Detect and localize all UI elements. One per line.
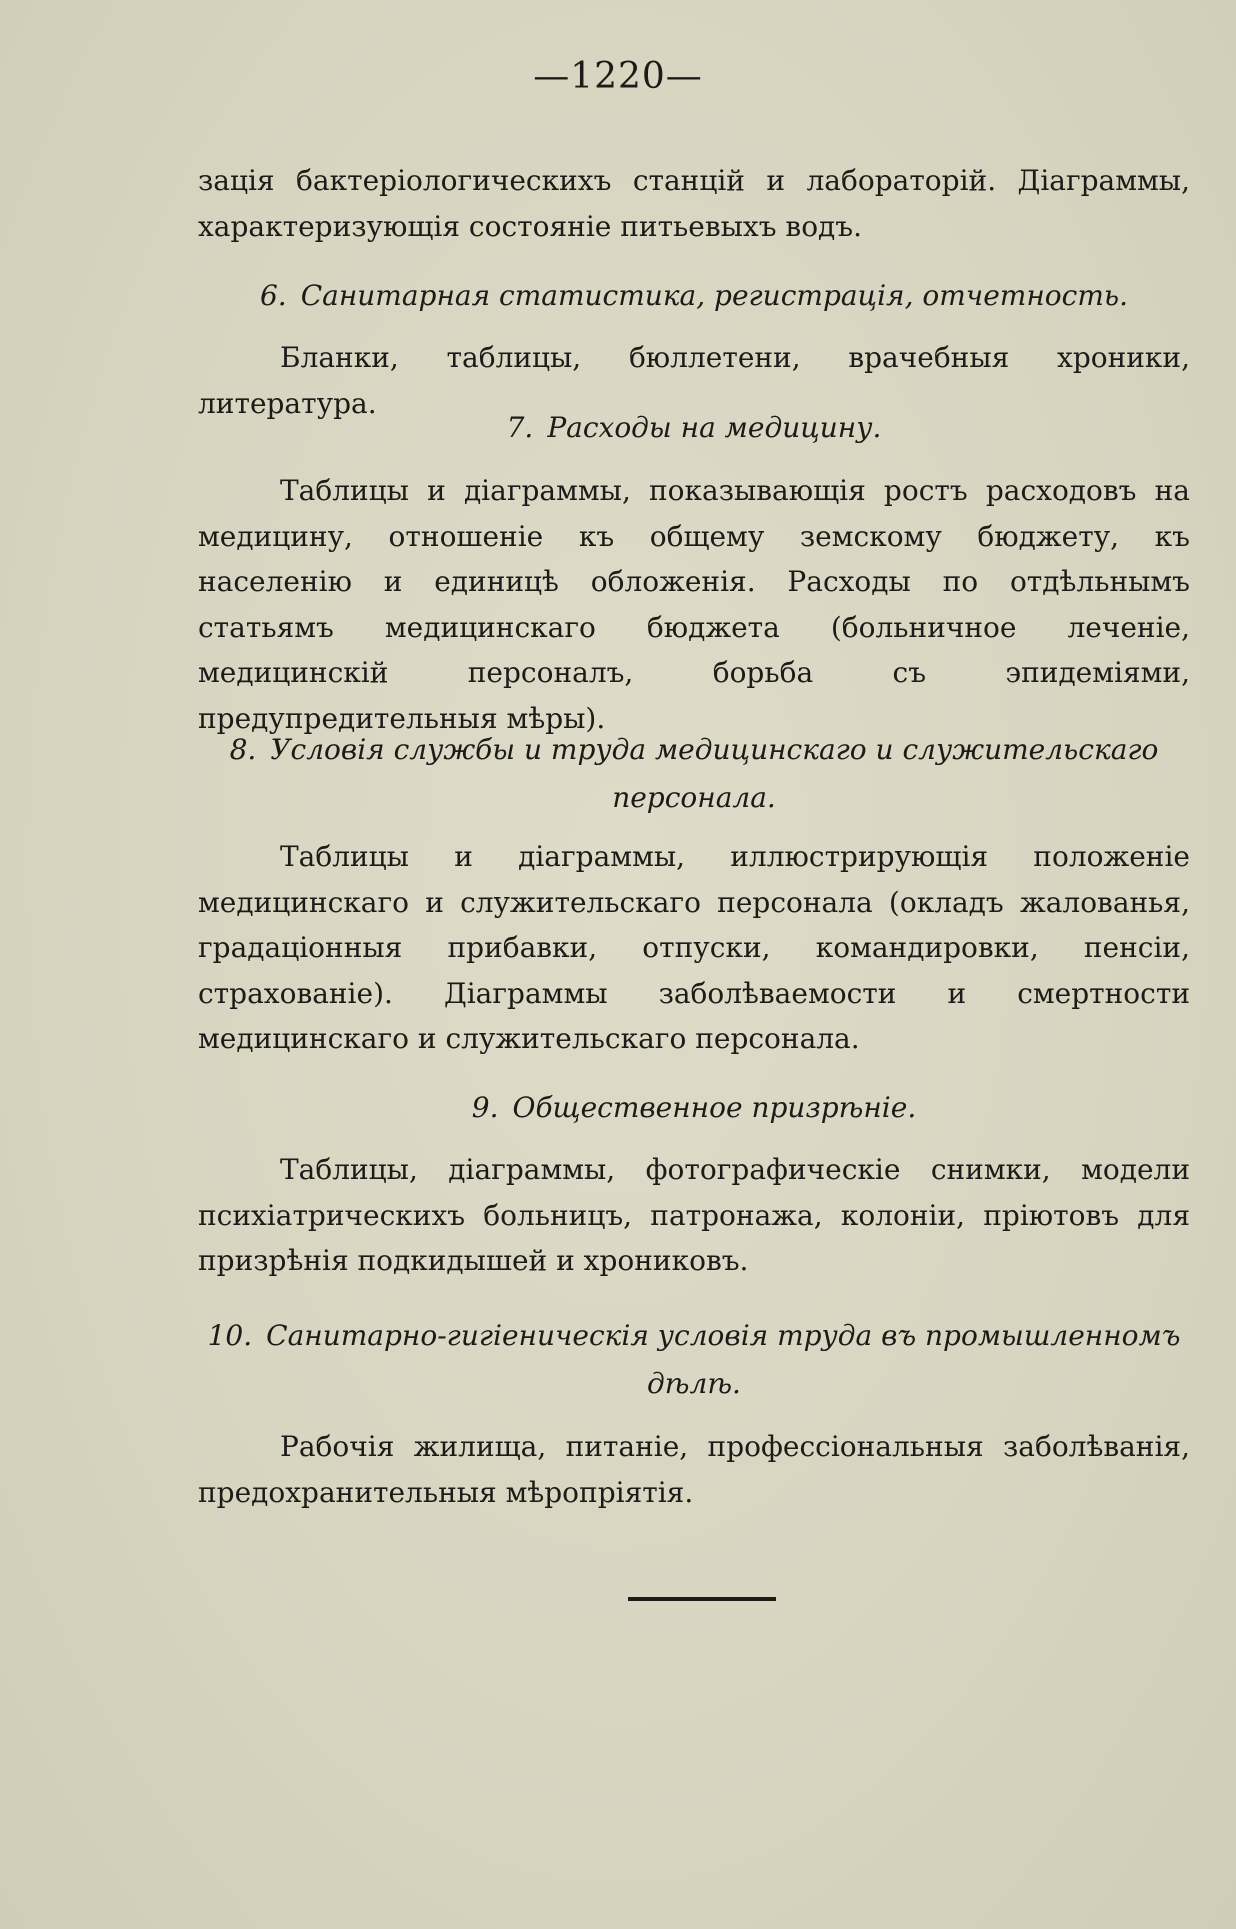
intro-paragraph: зація бактеріологическихъ станцій и лабораторій. Діаграммы, характеризующія состояніе питьевыхъ водъ. <box>198 164 1190 243</box>
section-7-heading <box>198 404 1190 452</box>
section-10-title: Санитарно-гигіеническія условія труда въ промышленномъ дѣлѣ. <box>266 1319 1181 1400</box>
section-8-number: 8. <box>229 733 257 766</box>
section-9-heading <box>198 1084 1190 1132</box>
section-9-number: 9. <box>471 1091 499 1124</box>
section-10-heading <box>198 1312 1190 1408</box>
section-7-number: 7. <box>506 411 534 444</box>
section-10-paragraph: Рабочія жилища, питаніе, профессіональныя заболѣванія, предохранительныя мѣропріятія. <box>198 1430 1190 1509</box>
section-6-paragraph: Бланки, таблицы, бюллетени, врачебныя хроники, литература. <box>198 341 1190 420</box>
section-8-heading <box>198 726 1190 822</box>
section-10-number: 10. <box>207 1319 253 1352</box>
section-6-number: 6. <box>259 279 287 312</box>
section-9-paragraph: Таблицы, діаграммы, фотографическіе снимки, модели психіатрическихъ больницъ, патронажа, колоніи, пріютовъ для призрѣнія подкидышей и хрониковъ. <box>198 1153 1190 1277</box>
section-6-heading <box>198 272 1190 320</box>
section-8-title: Условія службы и труда медицинскаго и служительскаго персонала. <box>270 733 1159 814</box>
page-number: —1220— <box>533 56 703 97</box>
section-7-title: Расходы на медицину. <box>547 411 882 444</box>
section-7-paragraph: Таблицы и діаграммы, показывающія ростъ расходовъ на медицину, отношеніе къ общему земскому бюджету, къ населенію и единицѣ обложенія. Расходы по отдѣльнымъ статьямъ медицинскаго бюджета (больничное леченіе, медицинскій персоналъ, борьба съ эпидеміями, предупредительныя мѣры). <box>198 474 1190 735</box>
section-8-paragraph: Таблицы и діаграммы, иллюстрирующія положеніе медицинскаго и служительскаго персонала (окладъ жалованья, градаціонныя прибавки, отпуски, командировки, пенсіи, страхованіе). Діаграммы заболѣваемости и смертности медицинскаго и служительскаго персонала. <box>198 840 1190 1055</box>
section-6-title: Санитарная статистика, регистрація, отчетность. <box>300 279 1129 312</box>
closing-rule <box>628 1597 776 1601</box>
section-9-title: Общественное призрѣніе. <box>512 1091 917 1124</box>
